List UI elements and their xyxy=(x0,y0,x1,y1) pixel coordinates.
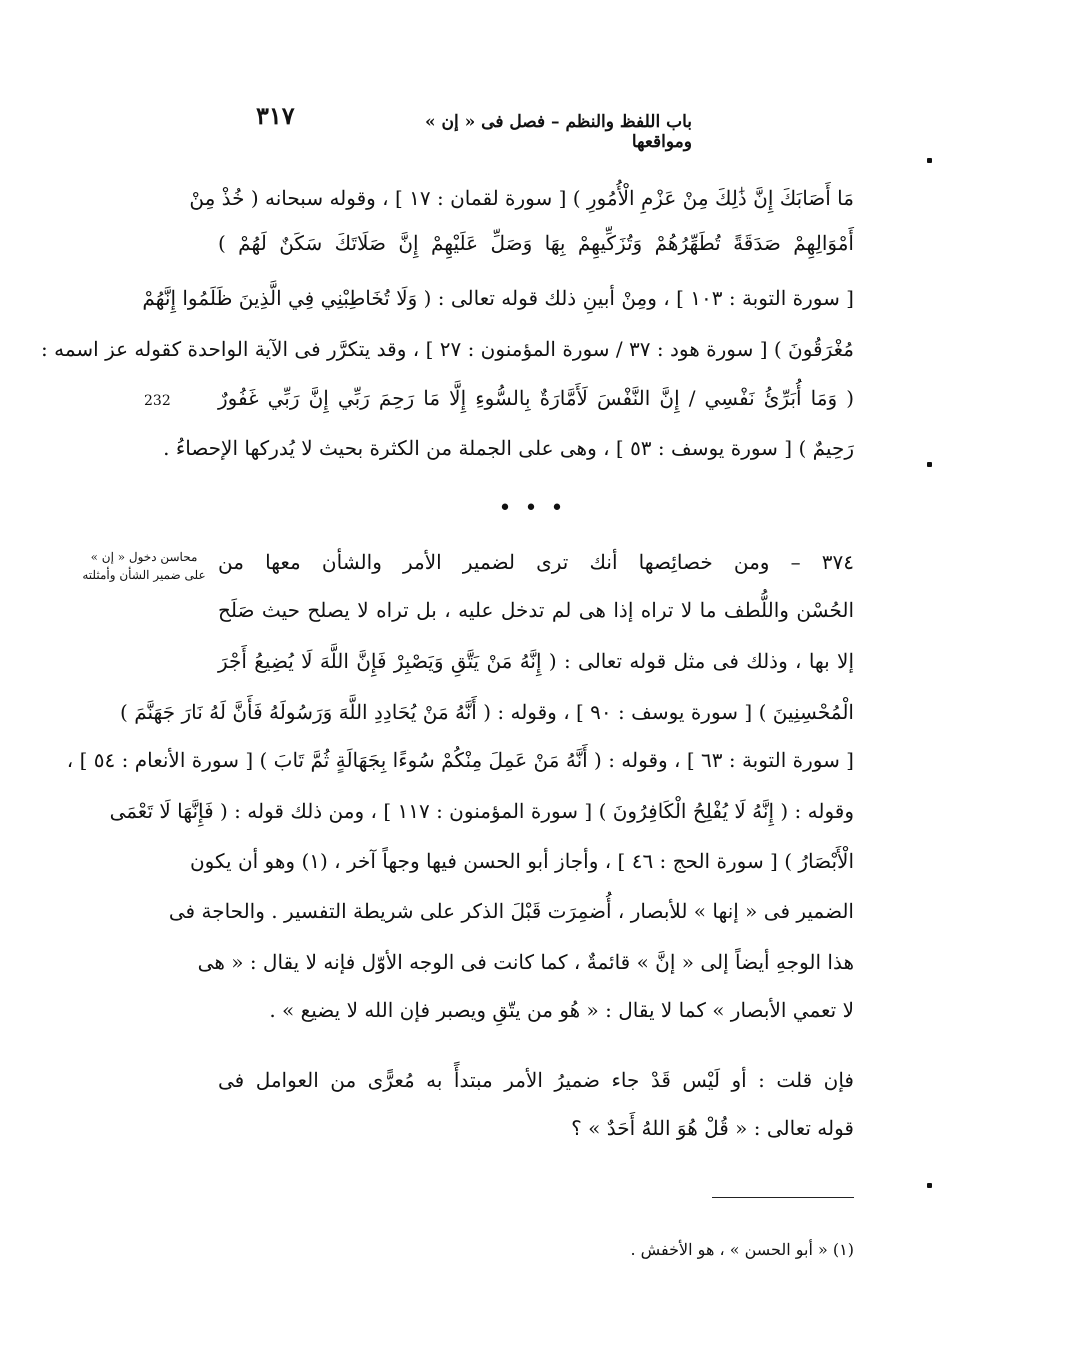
scan-mark xyxy=(927,462,932,467)
side-note-line: محاسن دخول « إن » xyxy=(90,550,198,564)
footnote-divider xyxy=(712,1197,854,1198)
text-line: ( وَمَا أُبَرِّئُ نَفْسِي / إِنَّ النَّفْسَ لَأَمَّارَةٌ بِالسُّوءِ إِلَّا مَا رَحِمَ رَبِّي إِنَّ رَبِّي غَفُورٌ xyxy=(218,386,854,410)
scan-mark xyxy=(927,158,932,163)
text-line: وقوله : ( إِنَّهُ لَا يُفْلِحُ الْكَافِرُونَ ) [ سورة المؤمنون : ١١٧ ] ، ومن ذلك قوله : ( فَإِنَّهَا لَا تَعْمَى xyxy=(109,799,854,823)
marginal-side-note xyxy=(80,548,208,584)
text-line: الحُسْن واللُّطف ما لا تراه إذا هى لم تدخل عليه ، بل تراه لا يصلح حيث صَلَح xyxy=(218,598,854,622)
text-line: الْمُحْسِنِينَ ) [ سورة يوسف : ٩٠ ] ، وقوله : ( أَنَّهُ مَنْ يُحَادِدِ اللَّهَ وَرَسُولَهُ فَأَنَّ لَهُ نَارَ جَهَنَّمَ ) xyxy=(120,700,854,724)
text-line: الْأَبْصَارُ ) [ سورة الحج : ٤٦ ] ، وأجاز أبو الحسن فيها وجهاً آخر ، (١) وهو أن يكون xyxy=(189,849,854,873)
text-line: ٣٧٤ – ومن خصائِصها أنك ترى لضمير الأمر والشأن معها من xyxy=(218,550,854,574)
footnote: (١) « أبو الحسن » ، هو الأخفش . xyxy=(630,1240,854,1259)
running-header-title: باب اللفظ والنظم – فصل فى « إن » ومواقعها xyxy=(424,112,692,152)
text-line: أَمْوَالِهِمْ صَدَقَةً تُطَهِّرُهُمْ وَتُزَكِّيهِمْ بِهَا وَصَلِّ عَلَيْهِمْ إِنَّ صَلَاتَكَ سَكَنٌ لَهُمْ ) xyxy=(218,231,854,255)
section-separator: • • • xyxy=(498,496,567,521)
text-line: [ سورة التوبة : ٦٣ ] ، وقوله : ( أَنَّهُ مَنْ عَمِلَ مِنْكُمْ سُوءًا بِجَهَالَةٍ ثُمَّ تَابَ ) [ سورة الأنعام : ٥٤ ] ، xyxy=(66,748,854,772)
side-note-line: على ضمير الشأن وأمثلته xyxy=(82,568,206,582)
text-line: قوله تعالى : « قُلْ هُوَ اللهُ أَحَدٌ » ؟ xyxy=(571,1116,854,1140)
text-line: [ سورة التوبة : ١٠٣ ] ، ومِنْ أبينِ ذلك قوله تعالى : ( وَلَا تُخَاطِبْنِي فِي الَّذِينَ ظَلَمُوا إِنَّهُمْ xyxy=(142,286,854,310)
page-number: ٣١٧ xyxy=(256,101,295,130)
text-line: مُغْرَقُونَ ) [ سورة هود : ٣٧ / سورة المؤمنون : ٢٧ ] ، وقد يتكرَّر فى الآية الواحدة كقوله عز اسمه : xyxy=(41,337,854,361)
scan-mark xyxy=(927,1183,932,1188)
text-line: إلا بها ، وذلك فى مثل قوله تعالى : ( إِنَّهُ مَنْ يَتَّقِ وَيَصْبِرْ فَإِنَّ اللَّهَ لَا يُضِيعُ أَجْرَ xyxy=(218,649,854,673)
text-line: مَا أَصَابَكَ إِنَّ ذَٰلِكَ مِنْ عَزْمِ الْأُمُورِ ) [ سورة لقمان : ١٧ ] ، وقوله سبحانه ( خُذْ مِنْ xyxy=(189,186,854,210)
text-line: فإن قلت : أو لَيْس قَدْ جاء ضميرُ الأمر مبتدأً به مُعرًّى من العوامل فى xyxy=(218,1068,854,1092)
text-line: الضمير فى « إنها » للأبصار ، أُضمِرَت قَبْلَ الذكر على شريطة التفسير . والحاجة فى xyxy=(168,899,854,923)
text-line: رَحِيمٌ ) [ سورة يوسف : ٥٣ ] ، وهى على الجملة من الكثرة بحيث لا يُدركها الإحصاءُ . xyxy=(163,436,854,460)
text-line: لا تعمي الأبصار » كما لا يقال : « هُو من يتّقِ ويصبر فإن الله لا يضيع » . xyxy=(269,998,854,1022)
text-line: هذا الوجهِ أيضاً إلى « إنَّ » قائمةٌ ، كما كانت فى الوجه الأوّل فإنه لا يقال : « هى xyxy=(197,950,854,974)
margin-reference-number: 232 xyxy=(144,393,171,409)
